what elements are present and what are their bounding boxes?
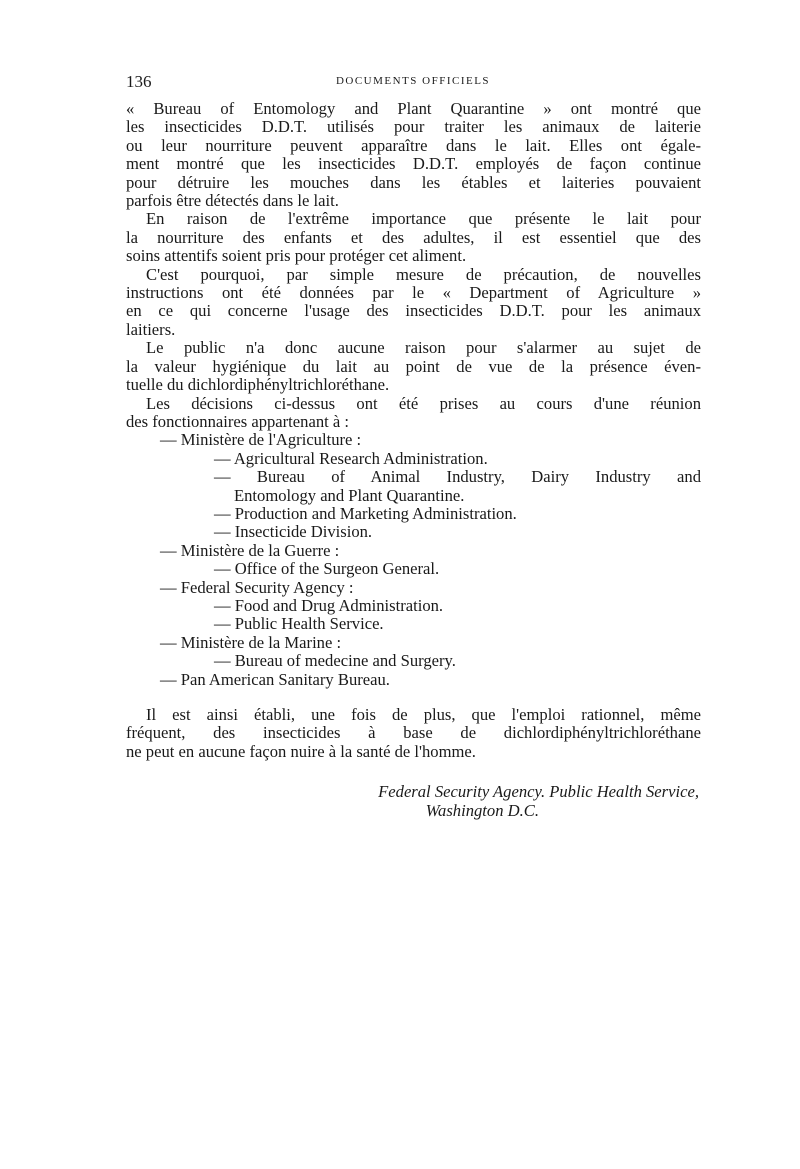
paragraph-1 [126, 100, 701, 210]
list-item: — Public Health Service. [214, 614, 384, 634]
spacer [126, 689, 701, 706]
text-line: instructions ont été données par le « Department of Agriculture » [126, 283, 701, 303]
text-line: fréquent, des insecticides à base de dichlordiphényltrichloréthane [126, 723, 701, 743]
list-item: — Ministère de la Guerre : [160, 540, 340, 560]
text-line: ne peut en aucune façon nuire à la santé de l'homme. [126, 741, 476, 761]
list-item: — Bureau of medecine and Surgery. [214, 651, 456, 671]
list-item [126, 468, 701, 486]
text-line: C'est pourquoi, par simple mesure de précaution, de nouvelles [146, 264, 701, 284]
list-item: — Office of the Surgeon General. [214, 559, 440, 579]
list-item: — Federal Security Agency : [160, 577, 354, 597]
text-line: ou leur nourriture peuvent apparaître dans le lait. Elles ont égale- [126, 135, 701, 155]
signature-line-1: Federal Security Agency. Public Health Service, [378, 782, 699, 802]
list-item: — Food and Drug Administration. [214, 595, 444, 615]
text-line: « Bureau of Entomology and Plant Quarantine » ont montré que [126, 99, 701, 118]
page-number: 136 [126, 72, 152, 91]
paragraph-5 [126, 395, 701, 432]
running-title: DOCUMENTS OFFICIELS [335, 75, 491, 87]
paragraph-4 [126, 339, 701, 394]
list-item: — Pan American Sanitary Bureau. [160, 669, 390, 689]
list-item: — Ministère de l'Agriculture : [160, 430, 362, 450]
text-line: tuelle du dichlordiphényltrichloréthane. [126, 375, 390, 395]
list-item: Entomology and Plant Quarantine. [234, 485, 465, 505]
text-line: Les décisions ci-dessus ont été prises au cours d'une réunion [146, 393, 701, 413]
list-item: — Production and Marketing Administration. [214, 503, 517, 523]
list-item: — Insecticide Division. [214, 522, 373, 542]
text-line: pour détruire les mouches dans les étables et laiteries pouvaient [126, 172, 701, 192]
list-item: — Ministère de la Marine : [160, 632, 342, 652]
document-body [126, 100, 701, 820]
text-line: En raison de l'extrême importance que présente le lait pour [146, 209, 701, 229]
text-line: — Bureau of Animal Industry, Dairy Industry and [214, 467, 701, 487]
officials-list [126, 431, 701, 689]
text-line: ment montré que les insecticides D.D.T. employés de façon continue [126, 154, 701, 174]
text-line: parfois être détectés dans le lait. [126, 191, 339, 211]
text-line: la nourriture des enfants et des adultes, il est essentiel que des [126, 227, 701, 247]
text-line: Il est ainsi établi, une fois de plus, que l'emploi rationnel, même [146, 705, 701, 724]
signature-line-2: Washington D.C. [425, 800, 539, 820]
list-item: — Agricultural Research Administration. [214, 448, 488, 468]
page-header [126, 72, 700, 94]
paragraph-2 [126, 210, 701, 265]
text-line: laitiers. [126, 319, 176, 339]
text-line: Le public n'a donc aucune raison pour s'alarmer au sujet de [146, 338, 701, 358]
text-line: soins attentifs soient pris pour protéger cet aliment. [126, 246, 467, 266]
conclusion-paragraph [126, 706, 701, 761]
signature-block [126, 783, 701, 820]
text-line: les insecticides D.D.T. utilisés pour traiter les animaux de laiterie [126, 117, 701, 137]
text-line: des fonctionnaires appartenant à : [126, 411, 350, 431]
text-line: la valeur hygiénique du lait au point de vue de la présence éven- [126, 356, 701, 376]
text-line: en ce qui concerne l'usage des insecticides D.D.T. pour les animaux [126, 301, 701, 321]
paragraph-3 [126, 266, 701, 340]
